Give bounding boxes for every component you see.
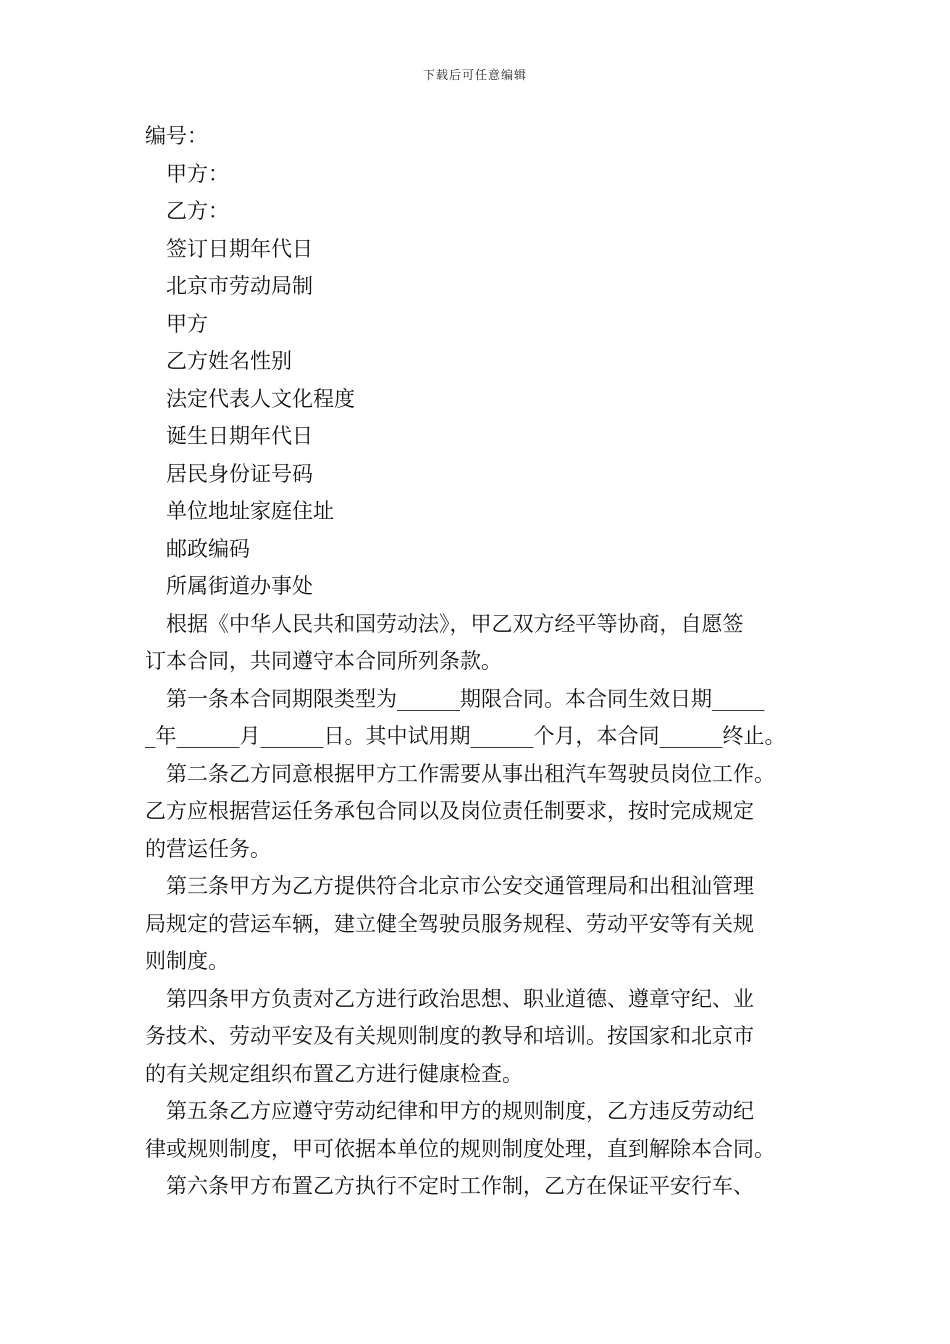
info-party-b-name-gender: 乙方姓名性别 [166, 349, 292, 373]
paragraph-line: 根据《中华人民共和国劳动法》，甲乙双方经平等协商，自愿签 [166, 611, 744, 636]
paragraph-line: 第四条甲方负责对乙方进行政治思想、职业道德、遵章守纪、业 [166, 986, 754, 1011]
contract-number-label: 编号： [145, 124, 208, 148]
article-5 [145, 1093, 810, 1168]
contract-document [145, 118, 810, 1206]
paragraph-line: 务技术、劳动平安及有关规则制度的教导和培训。按国家和北京市 [145, 1024, 754, 1048]
info-street-office: 所属街道办事处 [166, 574, 313, 598]
page-header-note: 下载后可任意编辑 [422, 68, 527, 82]
paragraph-line: 乙方应根据营运任务承包合同以及岗位责任制要求，按时完成规定 [145, 799, 754, 823]
info-address: 单位地址家庭住址 [166, 499, 334, 523]
info-party-a: 甲方 [166, 311, 208, 336]
info-birth-date: 诞生日期年代日 [166, 424, 313, 448]
article-3 [145, 868, 810, 981]
preamble-paragraph [145, 606, 810, 681]
paragraph-line: 律或规则制度，甲可依据本单位的规则制度处理，直到解除本合同。 [145, 1136, 775, 1161]
issuer: 北京市劳动局制 [166, 274, 313, 298]
sign-date: 签订日期年代日 [166, 236, 313, 261]
paragraph-line: 第五条乙方应遵守劳动纪律和甲方的规则制度，乙方违反劳动纪 [166, 1099, 754, 1123]
info-legal-rep-education: 法定代表人文化程度 [166, 386, 355, 411]
article-2 [145, 756, 810, 869]
paragraph-line: 第一条本合同期限类型为______期限合同。本合同生效日期_____ [166, 686, 765, 711]
paragraph-line: 第二条乙方同意根据甲方工作需要从事出租汽车驾驶员岗位工作。 [166, 761, 775, 786]
paragraph-line: _年______月______日。其中试用期______个月，本合同______终止。 [145, 724, 786, 748]
paragraph-line: 第六条甲方布置乙方执行不定时工作制，乙方在保证平安行车、 [166, 1174, 754, 1198]
cover-party-b: 乙方： [166, 199, 229, 223]
article-6 [145, 1168, 810, 1206]
article-1 [145, 681, 810, 756]
paragraph-line: 的营运任务。 [145, 836, 271, 861]
info-id-number: 居民身份证号码 [166, 461, 313, 486]
paragraph-line: 的有关规定组织布置乙方进行健康检查。 [145, 1061, 523, 1086]
paragraph-line: 则制度。 [145, 949, 229, 973]
cover-party-a: 甲方： [166, 161, 229, 186]
article-4 [145, 981, 810, 1094]
paragraph-line: 第三条甲方为乙方提供符合北京市公安交通管理局和出租汕管理 [166, 874, 754, 898]
paragraph-line: 局规定的营运车辆，建立健全驾驶员服务规程、劳动平安等有关规 [145, 911, 754, 936]
paragraph-line: 订本合同，共同遵守本合同所列条款。 [145, 649, 502, 673]
info-postal-code: 邮政编码 [166, 536, 250, 561]
